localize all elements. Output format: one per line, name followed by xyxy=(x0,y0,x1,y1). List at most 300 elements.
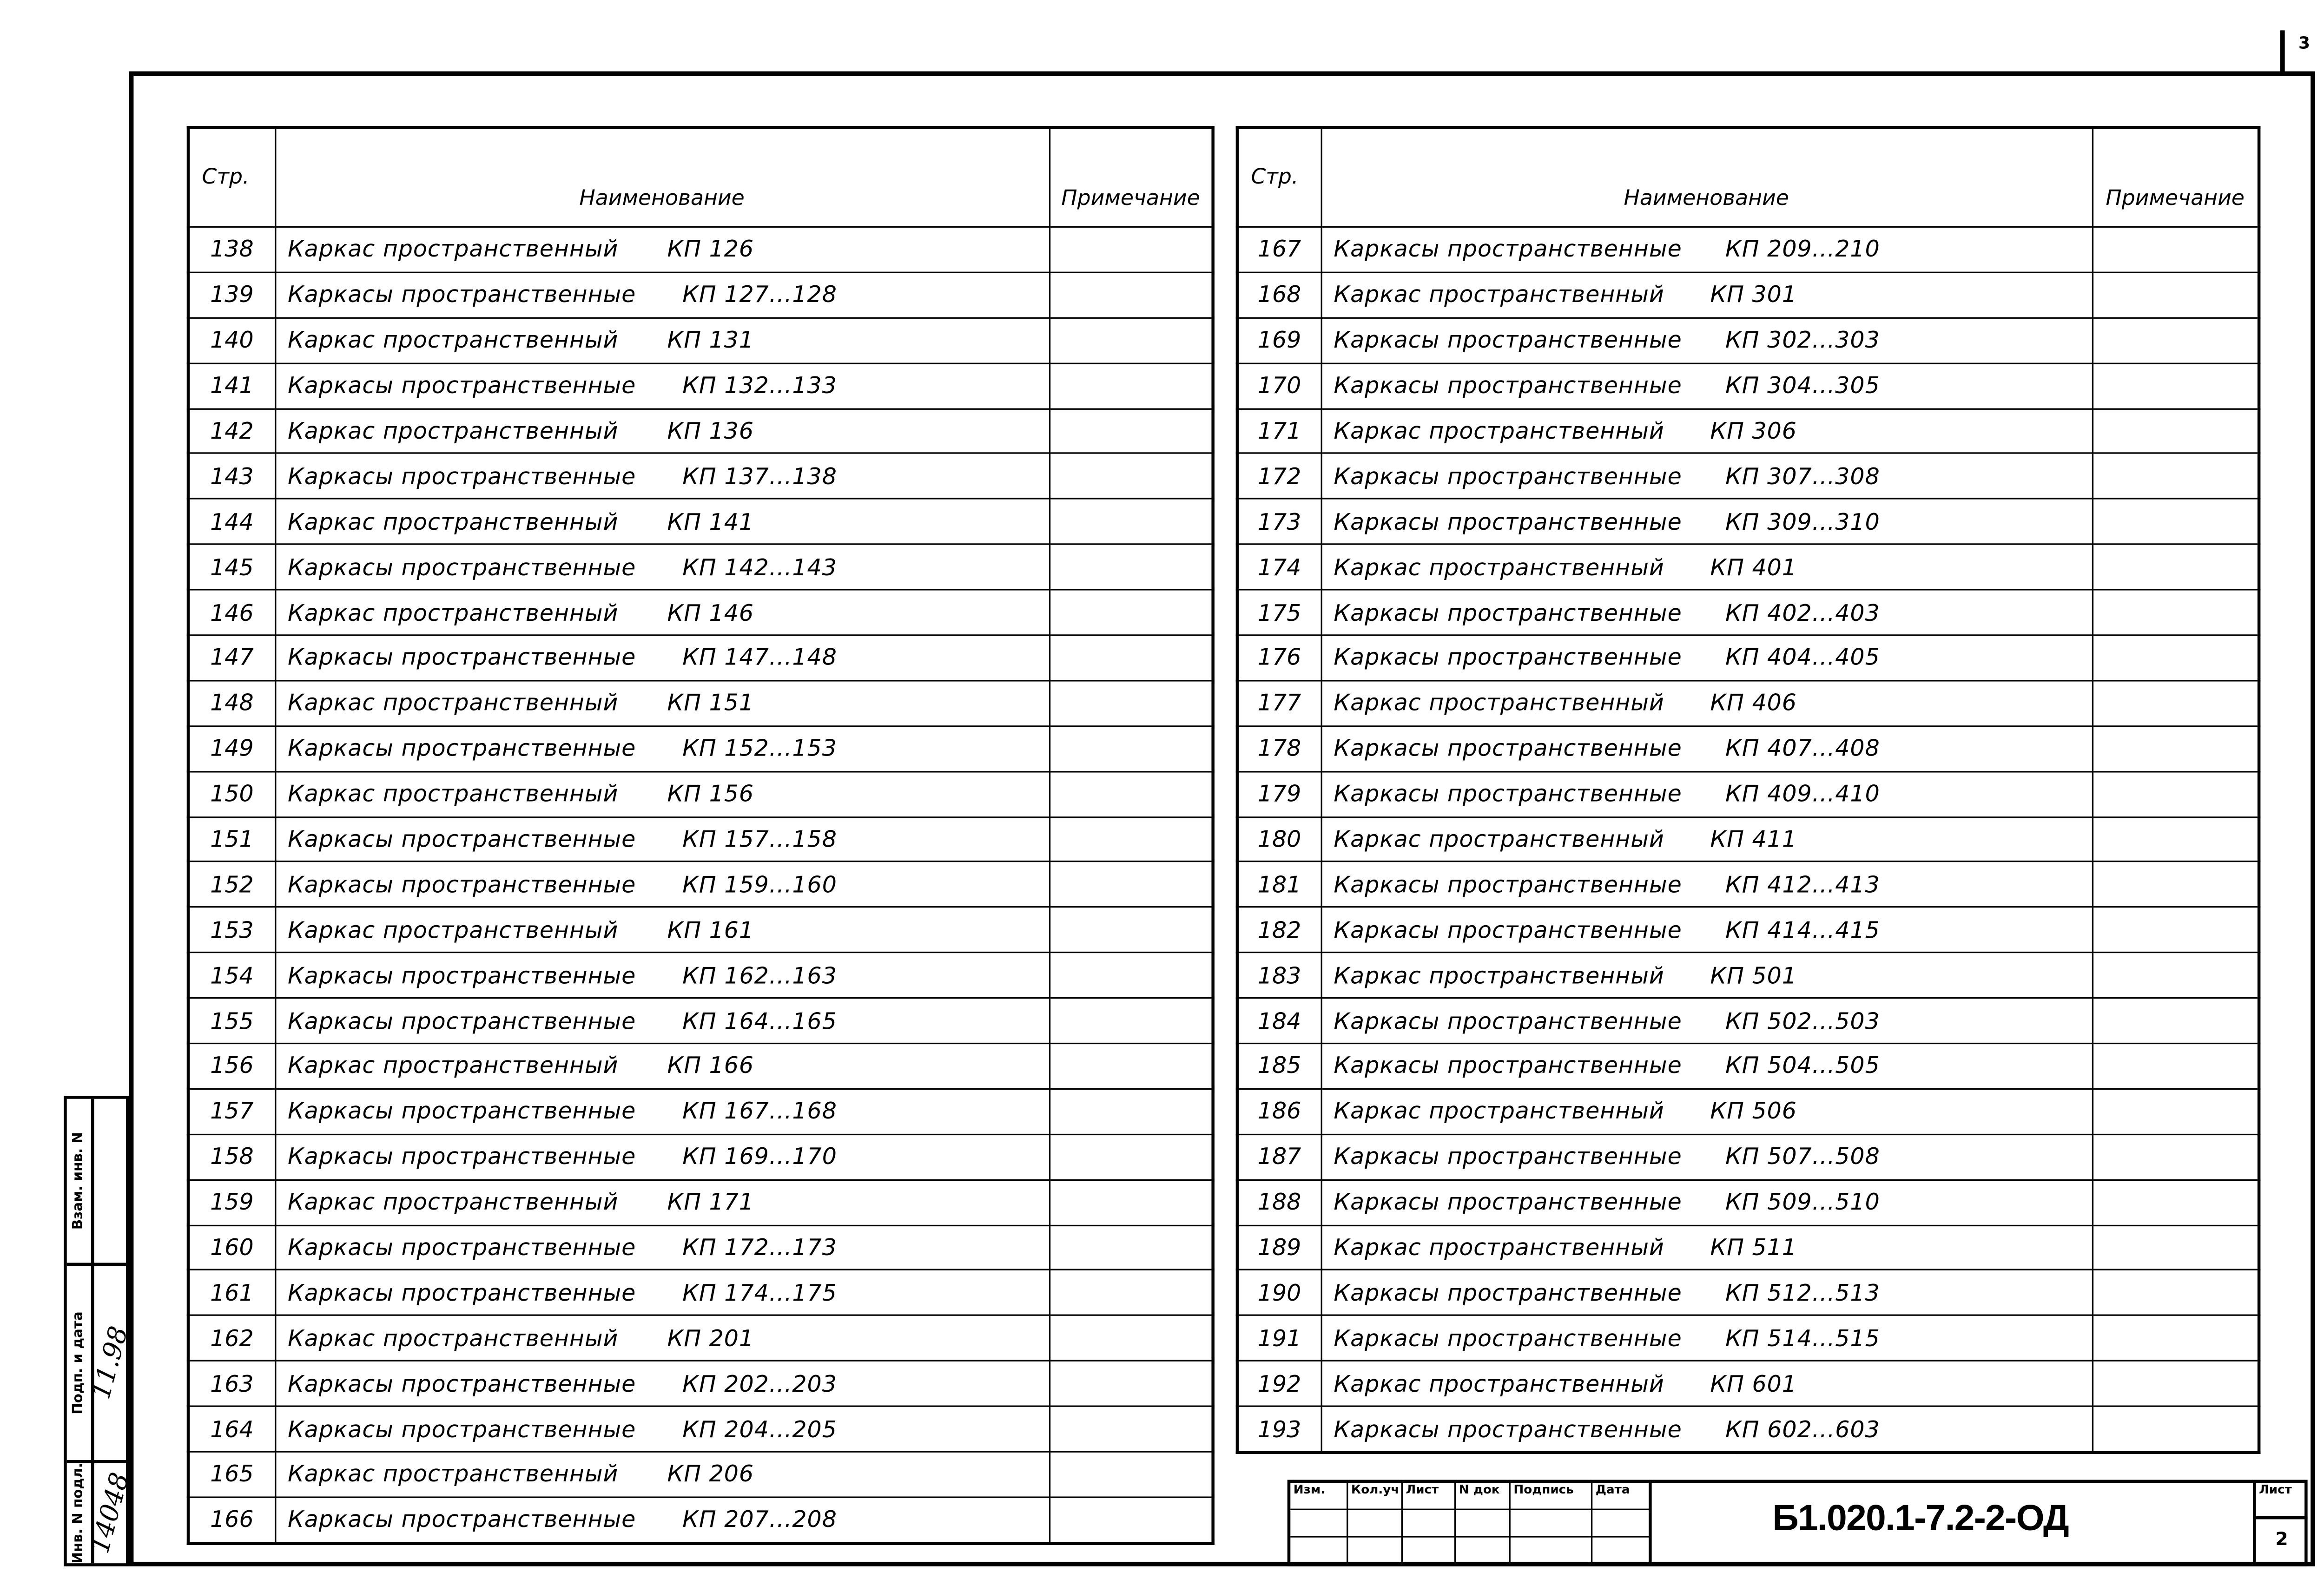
row-note xyxy=(2092,635,2259,681)
row-title: Каркасы пространственные xyxy=(1334,735,1682,763)
row-code: КП 141 xyxy=(667,508,754,536)
row-note xyxy=(1049,681,1213,726)
row-note xyxy=(1049,1225,1213,1270)
row-name xyxy=(275,1452,1049,1497)
table-row xyxy=(1237,908,2259,953)
row-title: Каркас пространственный xyxy=(287,916,619,944)
row-page: 181 xyxy=(1237,862,1321,908)
table-row xyxy=(1237,590,2259,635)
row-note xyxy=(1049,227,1213,272)
table-row xyxy=(1237,726,2259,771)
row-note xyxy=(2092,1225,2259,1270)
row-title: Каркас пространственный xyxy=(287,1324,619,1352)
row-note xyxy=(2092,908,2259,953)
contents-table-right xyxy=(1236,126,2261,1454)
row-note xyxy=(1049,545,1213,590)
row-name xyxy=(1321,227,2092,272)
table-row xyxy=(1237,408,2259,454)
row-title: Каркас пространственный xyxy=(287,689,619,717)
table-row xyxy=(1237,998,2259,1044)
row-code: КП 306 xyxy=(1710,417,1797,445)
row-note xyxy=(1049,908,1213,953)
table-row xyxy=(188,1316,1213,1361)
row-page: 192 xyxy=(1237,1361,1321,1407)
row-code: КП 137...138 xyxy=(682,462,837,490)
row-page: 160 xyxy=(188,1225,275,1270)
row-title: Каркас пространственный xyxy=(1334,553,1664,581)
row-note xyxy=(2092,816,2259,862)
row-name xyxy=(1321,681,2092,726)
row-page: 169 xyxy=(1237,318,1321,363)
row-code: КП 302...303 xyxy=(1725,326,1880,354)
title-block xyxy=(1287,1480,2308,1566)
row-code: КП 151 xyxy=(667,689,754,717)
row-title: Каркасы пространственные xyxy=(287,1370,636,1398)
row-title: Каркасы пространственные xyxy=(1334,462,1682,490)
row-title: Каркасы пространственные xyxy=(287,644,636,672)
row-title: Каркас пространственный xyxy=(1334,1370,1664,1398)
row-page: 177 xyxy=(1237,681,1321,726)
row-page: 186 xyxy=(1237,1089,1321,1134)
row-page: 158 xyxy=(188,1134,275,1180)
row-code: КП 411 xyxy=(1710,825,1797,853)
row-code: КП 147...148 xyxy=(682,644,837,672)
table-row xyxy=(1237,1361,2259,1407)
table-row xyxy=(1237,1225,2259,1270)
table-row xyxy=(188,454,1213,499)
row-code: КП 514...515 xyxy=(1725,1324,1880,1352)
row-code: КП 161 xyxy=(667,916,754,944)
row-note xyxy=(2092,1044,2259,1089)
row-page: 155 xyxy=(188,998,275,1044)
row-name xyxy=(275,1134,1049,1180)
row-code: КП 301 xyxy=(1710,281,1797,309)
header-page: Стр. xyxy=(188,127,275,227)
row-name xyxy=(1321,318,2092,363)
row-code: КП 409...410 xyxy=(1725,780,1880,808)
table-row xyxy=(188,590,1213,635)
row-title: Каркасы пространственные xyxy=(1334,780,1682,808)
row-code: КП 146 xyxy=(667,599,754,626)
row-name xyxy=(275,545,1049,590)
row-page: 139 xyxy=(188,272,275,318)
row-title: Каркасы пространственные xyxy=(1334,236,1682,263)
row-title: Каркасы пространственные xyxy=(1334,326,1682,354)
row-title: Каркас пространственный xyxy=(287,780,619,808)
table-row xyxy=(188,1497,1213,1543)
row-page: 187 xyxy=(1237,1134,1321,1180)
row-page: 141 xyxy=(188,363,275,408)
stamp-sign-label: Подп. и дата xyxy=(71,1311,87,1414)
row-note xyxy=(2092,953,2259,998)
row-name xyxy=(275,590,1049,635)
row-name xyxy=(275,1180,1049,1225)
table-header xyxy=(1237,127,2259,227)
row-name xyxy=(1321,1361,2092,1407)
table-row xyxy=(1237,1270,2259,1316)
row-name xyxy=(275,1407,1049,1452)
table-row xyxy=(188,1270,1213,1316)
row-code: КП 404...405 xyxy=(1725,644,1880,672)
row-name xyxy=(1321,998,2092,1044)
table-row xyxy=(1237,635,2259,681)
table-row xyxy=(188,272,1213,318)
row-page: 147 xyxy=(188,635,275,681)
row-code: КП 504...505 xyxy=(1725,1053,1880,1080)
table-row xyxy=(1237,953,2259,998)
row-title: Каркас пространственный xyxy=(1334,1098,1664,1125)
row-note xyxy=(2092,454,2259,499)
row-note xyxy=(2092,1316,2259,1361)
row-note xyxy=(1049,953,1213,998)
row-title: Каркас пространственный xyxy=(1334,961,1664,989)
row-note xyxy=(2092,363,2259,408)
row-page: 152 xyxy=(188,862,275,908)
row-title: Каркасы пространственные xyxy=(1334,1324,1682,1352)
row-page: 180 xyxy=(1237,816,1321,862)
header-name: Наименование xyxy=(275,127,1049,227)
row-page: 150 xyxy=(188,771,275,817)
row-page: 176 xyxy=(1237,635,1321,681)
row-note xyxy=(1049,635,1213,681)
row-code: КП 171 xyxy=(667,1188,754,1216)
row-note xyxy=(1049,1497,1213,1543)
row-name xyxy=(1321,1044,2092,1089)
row-name xyxy=(1321,635,2092,681)
row-code: КП 132...133 xyxy=(682,372,837,400)
row-code: КП 509...510 xyxy=(1725,1188,1880,1216)
row-page: 171 xyxy=(1237,408,1321,454)
row-page: 173 xyxy=(1237,499,1321,545)
row-title: Каркасы пространственные xyxy=(287,1506,636,1534)
row-title: Каркас пространственный xyxy=(287,1460,619,1488)
row-code: КП 401 xyxy=(1710,553,1797,581)
row-name xyxy=(275,635,1049,681)
table-row xyxy=(1237,1089,2259,1134)
header-name: Наименование xyxy=(1321,127,2092,227)
row-title: Каркасы пространственные xyxy=(287,372,636,400)
row-name xyxy=(1321,1225,2092,1270)
row-page: 189 xyxy=(1237,1225,1321,1270)
row-note xyxy=(1049,590,1213,635)
stamp-replace-label: Взам. инв. N xyxy=(71,1132,87,1230)
row-page: 151 xyxy=(188,816,275,862)
row-code: КП 152...153 xyxy=(682,735,837,763)
row-title: Каркасы пространственные xyxy=(1334,1007,1682,1035)
table-header xyxy=(188,127,1213,227)
row-code: КП 209...210 xyxy=(1725,236,1880,263)
table-row xyxy=(188,227,1213,272)
row-page: 166 xyxy=(188,1497,275,1543)
row-code: КП 502...503 xyxy=(1725,1007,1880,1035)
row-page: 172 xyxy=(1237,454,1321,499)
row-name xyxy=(275,1225,1049,1270)
row-code: КП 169...170 xyxy=(682,1143,837,1171)
row-title: Каркасы пространственные xyxy=(287,961,636,989)
row-note xyxy=(1049,816,1213,862)
row-code: КП 602...603 xyxy=(1725,1415,1880,1443)
tb-col-izm: Изм. xyxy=(1290,1483,1348,1563)
row-page: 161 xyxy=(188,1270,275,1316)
row-note xyxy=(2092,499,2259,545)
row-title: Каркасы пространственные xyxy=(1334,1415,1682,1443)
row-name xyxy=(1321,1089,2092,1134)
table-row xyxy=(188,726,1213,771)
row-page: 144 xyxy=(188,499,275,545)
row-page: 164 xyxy=(188,1407,275,1452)
row-name xyxy=(1321,1180,2092,1225)
row-note xyxy=(1049,998,1213,1044)
tb-col-podpis: Подпись xyxy=(1511,1483,1592,1563)
row-name xyxy=(275,1497,1049,1543)
row-note xyxy=(1049,318,1213,363)
table-row xyxy=(1237,816,2259,862)
row-title: Каркасы пространственные xyxy=(287,1279,636,1307)
row-note xyxy=(2092,545,2259,590)
row-note xyxy=(1049,771,1213,817)
row-note xyxy=(2092,590,2259,635)
row-page: 193 xyxy=(1237,1407,1321,1453)
row-name xyxy=(275,408,1049,454)
row-title: Каркасы пространственные xyxy=(287,825,636,853)
row-code: КП 309...310 xyxy=(1725,508,1880,536)
row-title: Каркасы пространственные xyxy=(287,735,636,763)
row-page: 168 xyxy=(1237,272,1321,318)
row-name xyxy=(275,272,1049,318)
row-note xyxy=(2092,408,2259,454)
table-row xyxy=(1237,862,2259,908)
row-page: 175 xyxy=(1237,590,1321,635)
table-row xyxy=(1237,363,2259,408)
row-code: КП 512...513 xyxy=(1725,1279,1880,1307)
row-code: КП 507...508 xyxy=(1725,1143,1880,1171)
row-page: 182 xyxy=(1237,908,1321,953)
row-code: КП 159...160 xyxy=(682,871,837,899)
table-row xyxy=(188,363,1213,408)
row-code: КП 202...203 xyxy=(682,1370,837,1398)
row-note xyxy=(2092,771,2259,817)
row-note xyxy=(1049,499,1213,545)
row-title: Каркас пространственный xyxy=(1334,1234,1664,1262)
sheet-number: 2 xyxy=(2275,1528,2288,1550)
table-row xyxy=(188,318,1213,363)
stamp-sign-value: 11.98 xyxy=(86,1323,134,1403)
row-title: Каркас пространственный xyxy=(287,508,619,536)
row-name xyxy=(1321,862,2092,908)
table-row xyxy=(188,1225,1213,1270)
row-title: Каркасы пространственные xyxy=(1334,599,1682,626)
stamp-signature xyxy=(67,1263,134,1460)
row-note xyxy=(1049,1270,1213,1316)
table-row xyxy=(188,408,1213,454)
row-title: Каркас пространственный xyxy=(287,599,619,626)
row-code: КП 501 xyxy=(1710,961,1797,989)
row-name xyxy=(1321,1316,2092,1361)
row-note xyxy=(1049,726,1213,771)
row-page: 157 xyxy=(188,1089,275,1134)
row-page: 149 xyxy=(188,726,275,771)
row-code: КП 511 xyxy=(1710,1234,1797,1262)
table-row xyxy=(1237,227,2259,272)
row-code: КП 172...173 xyxy=(682,1234,837,1262)
row-title: Каркас пространственный xyxy=(1334,281,1664,309)
row-name xyxy=(275,771,1049,817)
row-note xyxy=(2092,1407,2259,1453)
header-page: Стр. xyxy=(1237,127,1321,227)
row-note xyxy=(2092,1361,2259,1407)
row-code: КП 162...163 xyxy=(682,961,837,989)
row-page: 148 xyxy=(188,681,275,726)
corner-sheet-number: 3 xyxy=(2298,33,2311,53)
table-row xyxy=(1237,1180,2259,1225)
row-note xyxy=(1049,1044,1213,1089)
row-note xyxy=(2092,318,2259,363)
row-note xyxy=(2092,1270,2259,1316)
row-code: КП 142...143 xyxy=(682,553,837,581)
row-name xyxy=(1321,499,2092,545)
row-name xyxy=(1321,272,2092,318)
row-title: Каркас пространственный xyxy=(287,326,619,354)
row-page: 146 xyxy=(188,590,275,635)
row-note xyxy=(1049,408,1213,454)
row-name xyxy=(1321,953,2092,998)
row-page: 153 xyxy=(188,908,275,953)
table-row xyxy=(188,998,1213,1044)
row-page: 185 xyxy=(1237,1044,1321,1089)
row-name xyxy=(1321,726,2092,771)
row-page: 190 xyxy=(1237,1270,1321,1316)
table-row xyxy=(188,1180,1213,1225)
tb-col-list: Лист xyxy=(1403,1483,1456,1563)
row-page: 167 xyxy=(1237,227,1321,272)
row-code: КП 156 xyxy=(667,780,754,808)
table-row xyxy=(188,862,1213,908)
table-row xyxy=(188,1452,1213,1497)
table-row xyxy=(1237,1134,2259,1180)
table-row xyxy=(188,1089,1213,1134)
row-title: Каркасы пространственные xyxy=(287,1234,636,1262)
table-row xyxy=(1237,681,2259,726)
row-note xyxy=(1049,363,1213,408)
row-page: 170 xyxy=(1237,363,1321,408)
table-row xyxy=(188,1044,1213,1089)
row-title: Каркасы пространственные xyxy=(1334,916,1682,944)
row-name xyxy=(1321,545,2092,590)
row-title: Каркасы пространственные xyxy=(287,871,636,899)
table-row xyxy=(188,1134,1213,1180)
row-name xyxy=(275,953,1049,998)
row-note xyxy=(2092,1134,2259,1180)
row-name xyxy=(1321,771,2092,817)
row-title: Каркасы пространственные xyxy=(287,1415,636,1443)
row-note xyxy=(2092,681,2259,726)
table-row xyxy=(1237,771,2259,817)
row-page: 143 xyxy=(188,454,275,499)
row-note xyxy=(1049,1134,1213,1180)
tb-col-data: Дата xyxy=(1592,1483,1651,1563)
row-name xyxy=(275,1044,1049,1089)
row-title: Каркас пространственный xyxy=(287,1188,619,1216)
row-name xyxy=(275,1089,1049,1134)
row-note xyxy=(1049,1361,1213,1407)
table-row xyxy=(1237,318,2259,363)
row-title: Каркас пространственный xyxy=(287,236,619,263)
row-note xyxy=(1049,454,1213,499)
row-title: Каркас пространственный xyxy=(287,417,619,445)
row-code: КП 206 xyxy=(667,1460,754,1488)
row-page: 142 xyxy=(188,408,275,454)
stamp-inv-value: 14048 xyxy=(85,1469,136,1557)
row-page: 159 xyxy=(188,1180,275,1225)
row-code: КП 167...168 xyxy=(682,1098,837,1125)
row-note xyxy=(1049,1452,1213,1497)
document-code: Б1.020.1-7.2-2-ОД xyxy=(1772,1498,2069,1539)
row-page: 188 xyxy=(1237,1180,1321,1225)
table-row xyxy=(1237,454,2259,499)
row-title: Каркасы пространственные xyxy=(287,462,636,490)
row-title: Каркасы пространственные xyxy=(287,1007,636,1035)
row-page: 191 xyxy=(1237,1316,1321,1361)
row-name xyxy=(275,816,1049,862)
row-name xyxy=(275,1361,1049,1407)
row-title: Каркасы пространственные xyxy=(1334,871,1682,899)
table-row xyxy=(188,681,1213,726)
row-note xyxy=(2092,1180,2259,1225)
row-title: Каркас пространственный xyxy=(1334,417,1664,445)
row-page: 183 xyxy=(1237,953,1321,998)
row-name xyxy=(275,454,1049,499)
row-code: КП 136 xyxy=(667,417,754,445)
row-note xyxy=(1049,1316,1213,1361)
row-name xyxy=(275,681,1049,726)
row-title: Каркасы пространственные xyxy=(1334,1279,1682,1307)
tb-col-ndok: N док xyxy=(1456,1483,1511,1563)
row-code: КП 307...308 xyxy=(1725,462,1880,490)
row-note xyxy=(2092,1089,2259,1134)
row-page: 165 xyxy=(188,1452,275,1497)
row-name xyxy=(275,318,1049,363)
row-title: Каркасы пространственные xyxy=(287,1143,636,1171)
table-row xyxy=(188,771,1213,817)
row-title: Каркасы пространственные xyxy=(1334,1053,1682,1080)
row-note xyxy=(1049,1089,1213,1134)
table-row xyxy=(188,1361,1213,1407)
stamp-inventory xyxy=(67,1460,136,1564)
row-name xyxy=(275,499,1049,545)
row-code: КП 126 xyxy=(667,236,754,263)
row-title: Каркасы пространственные xyxy=(1334,1188,1682,1216)
side-stamp xyxy=(64,1096,136,1566)
table-row xyxy=(188,635,1213,681)
row-code: КП 201 xyxy=(667,1324,754,1352)
row-note xyxy=(2092,272,2259,318)
stamp-replace xyxy=(67,1099,126,1263)
row-page: 179 xyxy=(1237,771,1321,817)
row-code: КП 131 xyxy=(667,326,754,354)
row-name xyxy=(275,908,1049,953)
row-title: Каркасы пространственные xyxy=(1334,1143,1682,1171)
row-title: Каркасы пространственные xyxy=(1334,372,1682,400)
contents-table-left xyxy=(187,126,1215,1545)
row-name xyxy=(1321,908,2092,953)
row-name xyxy=(275,1316,1049,1361)
table-row xyxy=(1237,1316,2259,1361)
row-note xyxy=(1049,1407,1213,1452)
row-note xyxy=(2092,726,2259,771)
row-name xyxy=(1321,590,2092,635)
row-name xyxy=(1321,1134,2092,1180)
row-page: 163 xyxy=(188,1361,275,1407)
